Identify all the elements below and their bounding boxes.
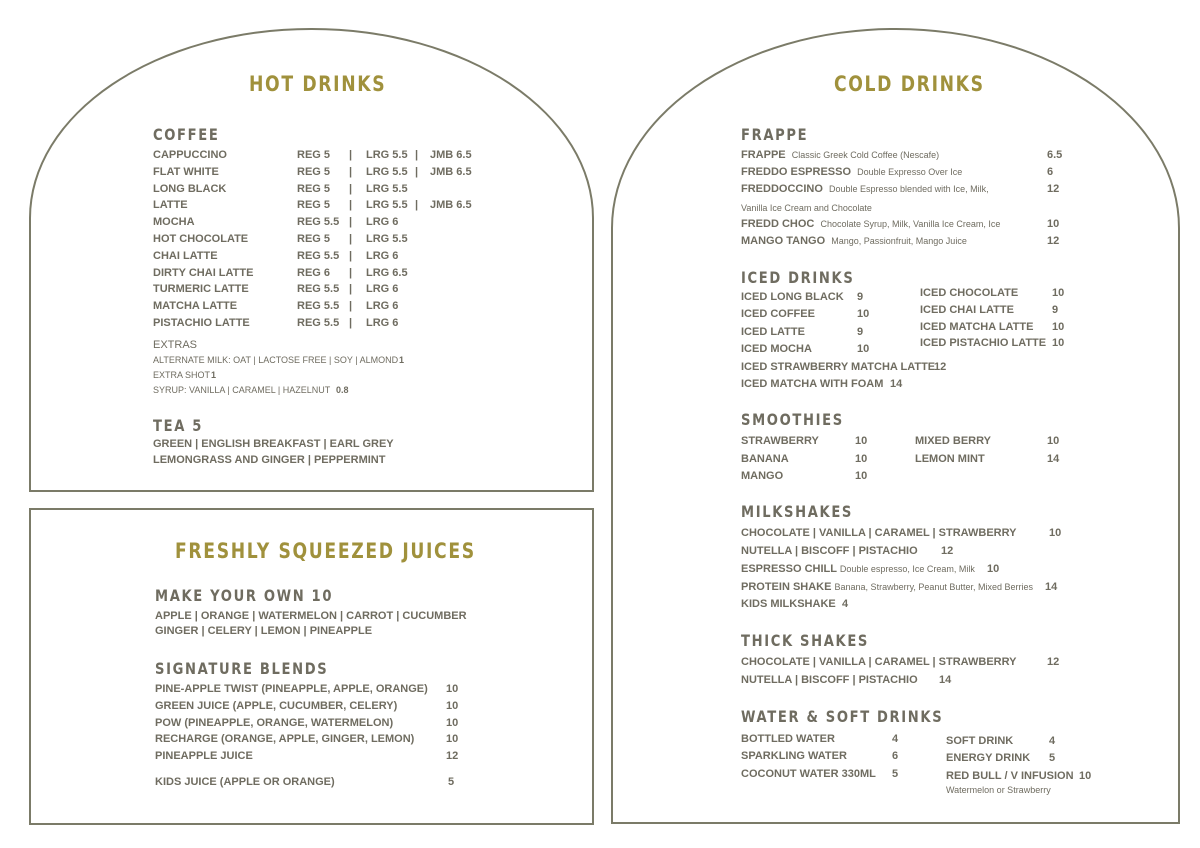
tea-line-2: LEMONGRASS AND GINGER | PEPPERMINT [153,454,386,466]
blend-item-price: 10 [446,716,459,729]
smoothie-item-name: MIXED BERRY [915,435,991,447]
make-your-own-heading: MAKE YOUR OWN 10 [155,586,334,605]
milkshakes-heading: MILKSHAKES [741,502,854,521]
iced-item-price: 10 [1052,320,1065,333]
frappe-item [741,218,1000,230]
red-bull-note: Watermelon or Strawberry [946,785,1051,795]
coffee-item-reg-price: REG 5 [297,182,331,195]
frappe-item-price: 12 [1047,183,1060,195]
water-item-price: 4 [1049,735,1056,747]
frappe-item-desc: Mango, Passionfruit, Mango Juice [831,236,967,246]
coffee-item-reg-price: REG 5.5 [297,216,340,229]
cold-drinks-title: COLD DRINKS [834,72,985,96]
water-item-price: 5 [1049,752,1056,765]
iced-item-name: ICED CHOCOLATE [920,287,1019,299]
coffee-item-name: HOT CHOCOLATE [153,233,249,245]
coffee-item-name: CAPPUCCINO [153,149,227,161]
iced-drinks-heading: ICED DRINKS [741,268,855,287]
iced-item-price: 14 [890,378,903,390]
smoothie-item-price: 10 [855,435,868,447]
coffee-item-name: MATCHA LATTE [153,300,238,313]
extra-item-text: SYRUP: VANILLA | CARAMEL | HAZELNUT [153,385,331,395]
coffee-item-jmb-price: JMB 6.5 [430,149,472,161]
blend-item-name: PINEAPPLE JUICE [155,750,253,763]
coffee-item-reg-price: REG 5.5 [297,283,340,296]
milkshakes-line-1: CHOCOLATE | VANILLA | CARAMEL | STRAWBERRY [741,527,1017,539]
price-separator: | [349,165,353,178]
water-item-price: 10 [1079,769,1092,782]
smoothie-item-price: 10 [1047,435,1060,447]
make-your-own-line-1: APPLE | ORANGE | WATERMELON | CARROT | CUCUMBER [155,610,467,622]
iced-item-price: 10 [1052,337,1065,350]
extra-item-text: EXTRA SHOT [153,370,211,380]
iced-item-price: 12 [934,361,947,373]
price-separator: | [349,266,353,279]
blend-item-name: RECHARGE (ORANGE, APPLE, GINGER, LEMON) [155,733,415,746]
coffee-item-jmb-price: JMB 6.5 [430,199,472,212]
espresso-chill-desc: Double espresso, Ice Cream, Milk [839,564,975,574]
smoothie-item-name: BANANA [741,452,789,465]
water-item-price: 5 [892,767,899,780]
blend-item-price: 10 [446,683,459,695]
price-separator: | [349,149,353,161]
smoothie-item-price: 14 [1047,452,1060,465]
coffee-item-name: TURMERIC LATTE [153,283,249,296]
extra-item-price: 0.8 [336,385,349,395]
coffee-item-name: LATTE [153,199,188,212]
coffee-item-lrg-price: LRG 6 [366,249,399,262]
tea-line-1: GREEN | ENGLISH BREAKFAST | EARL GREY [153,438,394,450]
frappe-item-name: FREDDO ESPRESSO [741,166,852,178]
iced-item-name: ICED MOCHA [741,342,812,355]
milkshakes-line-1-price: 10 [1049,527,1062,539]
frappe-item-name: FRAPPE [741,149,786,161]
coffee-item-name: PISTACHIO LATTE [153,317,250,329]
frappe-item-price: 6 [1047,166,1054,178]
tea-heading: TEA 5 [153,416,203,435]
iced-item-price: 9 [1052,303,1059,316]
frappe-item-name: FREDDOCCINO [741,183,823,195]
coffee-item-lrg-price: LRG 5.5 [366,149,408,161]
water-item-name: SPARKLING WATER [741,750,847,763]
iced-item-price: 9 [857,325,864,338]
frappe-item-price: 6.5 [1047,149,1063,161]
iced-item-name: ICED PISTACHIO LATTE [920,337,1047,350]
coffee-item-reg-price: REG 5 [297,149,331,161]
price-separator: | [349,233,353,245]
iced-item-price: 10 [857,342,870,355]
kids-milkshake-name: KIDS MILKSHAKE [741,598,836,610]
iced-item-price: 9 [857,291,864,303]
coffee-item-reg-price: REG 5.5 [297,317,340,329]
smoothies-heading: SMOOTHIES [741,410,844,429]
coffee-item-name: LONG BLACK [153,182,227,195]
frappe-item-desc: Chocolate Syrup, Milk, Vanilla Ice Cream, Ice [820,219,1001,229]
coffee-item-reg-price: REG 6 [297,266,331,279]
frappe-item [741,149,939,161]
price-separator: | [349,216,353,229]
hot-drinks-title: HOT DRINKS [249,72,387,96]
thick-shakes-line-1: CHOCOLATE | VANILLA | CARAMEL | STRAWBERRY [741,656,1017,668]
coffee-item-lrg-price: LRG 5.5 [366,199,408,212]
espresso-chill-name: ESPRESSO CHILL [741,563,837,575]
coffee-item-lrg-price: LRG 6.5 [366,266,408,279]
frappe-item [741,235,967,247]
blend-item-price: 10 [446,699,459,712]
water-item-price: 6 [892,750,899,763]
smoothie-item-price: 10 [855,470,868,482]
coffee-item-name: FLAT WHITE [153,165,219,178]
coffee-item-lrg-price: LRG 5.5 [366,233,408,245]
protein-shake-row [741,581,1033,593]
blend-item-price: 10 [446,733,459,746]
coffee-heading: COFFEE [153,125,220,144]
water-item-name: ENERGY DRINK [946,752,1031,765]
coffee-item-lrg-price: LRG 6 [366,283,399,296]
espresso-chill-price: 10 [987,563,1000,575]
frappe-item-name: FREDD CHOC [741,218,815,230]
price-separator: | [349,300,353,313]
thick-shakes-line-1-price: 12 [1047,656,1060,668]
price-separator: | [349,249,353,262]
blend-item-name: POW (PINEAPPLE, ORANGE, WATERMELON) [155,716,394,729]
blend-item-price: 12 [446,750,459,763]
price-separator: | [349,283,353,296]
coffee-item-lrg-price: LRG 6 [366,216,399,229]
protein-shake-desc: Banana, Strawberry, Peanut Butter, Mixed Berries [834,582,1033,592]
iced-item-name: ICED MATCHA WITH FOAM [741,378,884,390]
frappe-item-desc: Double Expresso Over Ice [857,167,963,177]
smoothie-item-name: LEMON MINT [915,452,985,465]
coffee-item-name: CHAI LATTE [153,249,218,262]
extra-item-price: 1 [211,370,217,380]
iced-item-name: ICED STRAWBERRY MATCHA LATTE [741,361,936,373]
protein-shake-price: 14 [1045,581,1058,593]
price-separator: | [349,199,353,212]
smoothie-item-price: 10 [855,452,868,465]
water-item-price: 4 [892,733,899,745]
juices-title: FRESHLY SQUEEZED JUICES [175,539,476,563]
kids-juice-name: KIDS JUICE (APPLE OR ORANGE) [155,776,335,788]
make-your-own-line-2: GINGER | CELERY | LEMON | PINEAPPLE [155,625,373,637]
frappe-heading: FRAPPE [741,125,809,144]
frappe-item [741,183,989,195]
extra-item-text: ALTERNATE MILK: OAT | LACTOSE FREE | SOY | ALMOND [153,355,399,365]
coffee-item-reg-price: REG 5.5 [297,300,340,313]
smoothie-item-name: MANGO [741,470,784,482]
coffee-item-lrg-price: LRG 6 [366,300,399,313]
thick-shakes-heading: THICK SHAKES [741,631,870,650]
cold-drinks-panel [611,28,1180,824]
iced-item-price: 10 [1052,287,1065,299]
frappe-item-price: 10 [1047,218,1060,230]
frappe-item-desc: Double Espresso blended with Ice, Milk, [829,184,989,194]
kids-milkshake-price: 4 [842,598,849,610]
smoothie-item-name: STRAWBERRY [741,435,819,447]
price-separator: | [415,165,419,178]
freddoccino-desc-continued: Vanilla Ice Cream and Chocolate [741,203,872,213]
water-soft-drinks-heading: WATER & SOFT DRINKS [741,707,944,726]
coffee-item-lrg-price: LRG 5.5 [366,182,408,195]
frappe-item [741,166,962,178]
coffee-item-reg-price: REG 5 [297,233,331,245]
iced-item-price: 10 [857,308,870,321]
frappe-item-desc: Classic Greek Cold Coffee (Nescafe) [791,150,940,160]
coffee-item-lrg-price: LRG 5.5 [366,165,408,178]
signature-blends-heading: SIGNATURE BLENDS [155,659,329,678]
coffee-item-reg-price: REG 5 [297,165,331,178]
frappe-item-price: 12 [1047,235,1060,247]
espresso-chill-row [741,563,975,575]
iced-item-name: ICED CHAI LATTE [920,303,1014,316]
water-item-name: SOFT DRINK [946,735,1014,747]
milkshakes-line-2: NUTELLA | BISCOFF | PISTACHIO [741,545,918,557]
price-separator: | [349,182,353,195]
frappe-item-name: MANGO TANGO [741,235,826,247]
protein-shake-name: PROTEIN SHAKE [741,581,832,593]
coffee-item-jmb-price: JMB 6.5 [430,165,472,178]
thick-shakes-line-2: NUTELLA | BISCOFF | PISTACHIO [741,674,918,686]
coffee-item-name: MOCHA [153,216,195,229]
thick-shakes-line-2-price: 14 [939,674,952,686]
iced-item-name: ICED LONG BLACK [741,291,844,303]
iced-item-name: ICED LATTE [741,325,805,338]
iced-item-name: ICED MATCHA LATTE [920,320,1034,333]
blend-item-name: PINE-APPLE TWIST (PINEAPPLE, APPLE, ORANGE) [155,683,428,695]
coffee-item-name: DIRTY CHAI LATTE [153,266,254,279]
price-separator: | [349,317,353,329]
coffee-item-reg-price: REG 5 [297,199,331,212]
water-item-name: BOTTLED WATER [741,733,835,745]
extras-heading: EXTRAS [153,339,198,351]
coffee-item-reg-price: REG 5.5 [297,249,340,262]
milkshakes-line-2-price: 12 [941,545,954,557]
coffee-item-lrg-price: LRG 6 [366,317,399,329]
blend-item-name: GREEN JUICE (APPLE, CUCUMBER, CELERY) [155,699,398,712]
water-item-name: RED BULL / V INFUSION [946,769,1074,782]
extra-item-price: 1 [399,355,405,365]
price-separator: | [415,199,419,212]
water-item-name: COCONUT WATER 330ML [741,767,876,780]
iced-item-name: ICED COFFEE [741,308,815,321]
price-separator: | [415,149,419,161]
kids-juice-price: 5 [448,776,455,788]
